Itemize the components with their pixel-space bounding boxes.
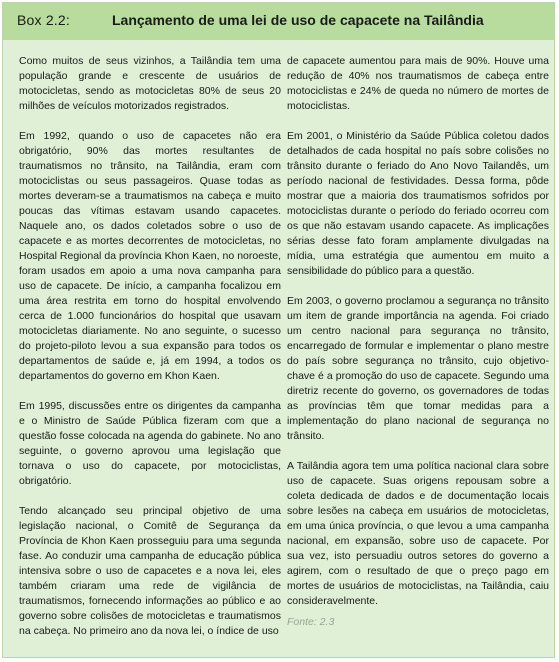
paragraph: Tendo alcançado seu principal objetivo de uma legislação nacional, o Comitê de Segurança da Província de Khon Kaen prosseguiu para uma segunda fase. Ao conduzir uma campanha de educação pública intensiva sobre o uso de capacetes e a nova lei, eles também criaram uma rede de vigilância de traumatismos, fornecendo informações ao público e ao governo sobre colisões de motocicletas e traumatismos na cabeça. No primeiro ano da nova lei, o índice de uso <box>19 505 281 637</box>
source-note: Fonte: 2.3 <box>287 616 335 628</box>
box-title: Lançamento de uma lei de uso de capacete na Tailândia <box>112 12 484 28</box>
paragraph: A Tailândia agora tem uma política nacional clara sobre uso de capacete. Suas origens repousam sobre a coleta dedicada de dados e de documentação locais sobre lesões na cabeça em usuários de motocicletas, em uma única província, o que levou a uma campanha nacional, em expansão, sobre uso de capacete. Por sua vez, isto persuadiu outros setores do governo a agirem, com o resultado de que o preço pago em mortes de usuários de motociclistas, na Tailândia, caiu consideravelmente. <box>287 460 549 607</box>
paragraph: Em 2001, o Ministério da Saúde Pública coletou dados detalhados de cada hospital no país sobre colisões no trânsito durante o feriado do Ano Novo Tailandês, um período nacional de festividades. Dessa forma, pôde mostrar que a maioria dos traumatismos sofridos por motociclistas durante o período do feriado ocorreu com os que não estavam usando capacete. As implicações sérias desse fato foram amplamente divulgadas na mídia, uma estratégia que aumentou em muito a sensibilidade do público para a questão. <box>287 130 549 277</box>
paragraph: de capacete aumentou para mais de 90%. Houve uma redução de 40% nos traumatismos de cabeça entre motociclistas e 24% de queda no número de mortes de motociclistas. <box>287 55 549 112</box>
left-column <box>19 54 281 654</box>
box-header <box>3 3 554 40</box>
right-column <box>287 54 549 630</box>
text-box <box>2 2 555 658</box>
paragraph: Em 1995, discussões entre os dirigentes da campanha e o Ministro de Saúde Pública fizeram com que a questão fosse colocada na agenda do gabinete. No ano seguinte, o governo aprovou uma legislação que tornava o uso do capacete, por motociclistas, obrigatório. <box>19 400 281 487</box>
paragraph: Como muitos de seus vizinhos, a Tailândia tem uma população grande e crescente de usuários de motocicletas, sendo as motocicletas 80% de seus 20 milhões de veículos motorizados registrados. <box>19 55 281 112</box>
paragraph: Em 2003, o governo proclamou a segurança no trânsito um item de grande importância na agenda. Foi criado um centro nacional para segurança no trânsito, encarregado de formular e implementar o plano mestre do país sobre segurança no trânsito, cujo objetivo-chave é a promoção do uso de capacete. Segundo uma diretriz recente do governo, os governadores de todas as províncias têm que tomar medidas para a implementação do plano nacional de segurança no trânsito. <box>287 295 549 442</box>
paragraph: Em 1992, quando o uso de capacetes não era obrigatório, 90% das mortes resultantes de traumatismos no trânsito, na Tailândia, eram com motociclistas ou seus passageiros. Quase todas as mortes deveram-se a traumatismos na cabeça e muito poucas das vítimas estavam usando capacetes. Naquele ano, os dados coletados sobre o uso de capacete e as mortes decorrentes de motocicletas, no Hospital Regional da província Khon Kaen, no noroeste, foram usados em apoio a uma nova campanha para uso de capacete. De início, a campanha focalizou em uma área restrita em torno do hospital envolvendo cerca de 1.000 funcionários do hospital que usavam motocicletas diariamente. No ano seguinte, o sucesso do projeto-piloto levou a sua expansão para todos os departamentos de saúde e, já em 1994, a todos os departamentos do governo em Khon Kaen. <box>19 130 281 382</box>
box-label: Box 2.2: <box>17 12 70 28</box>
